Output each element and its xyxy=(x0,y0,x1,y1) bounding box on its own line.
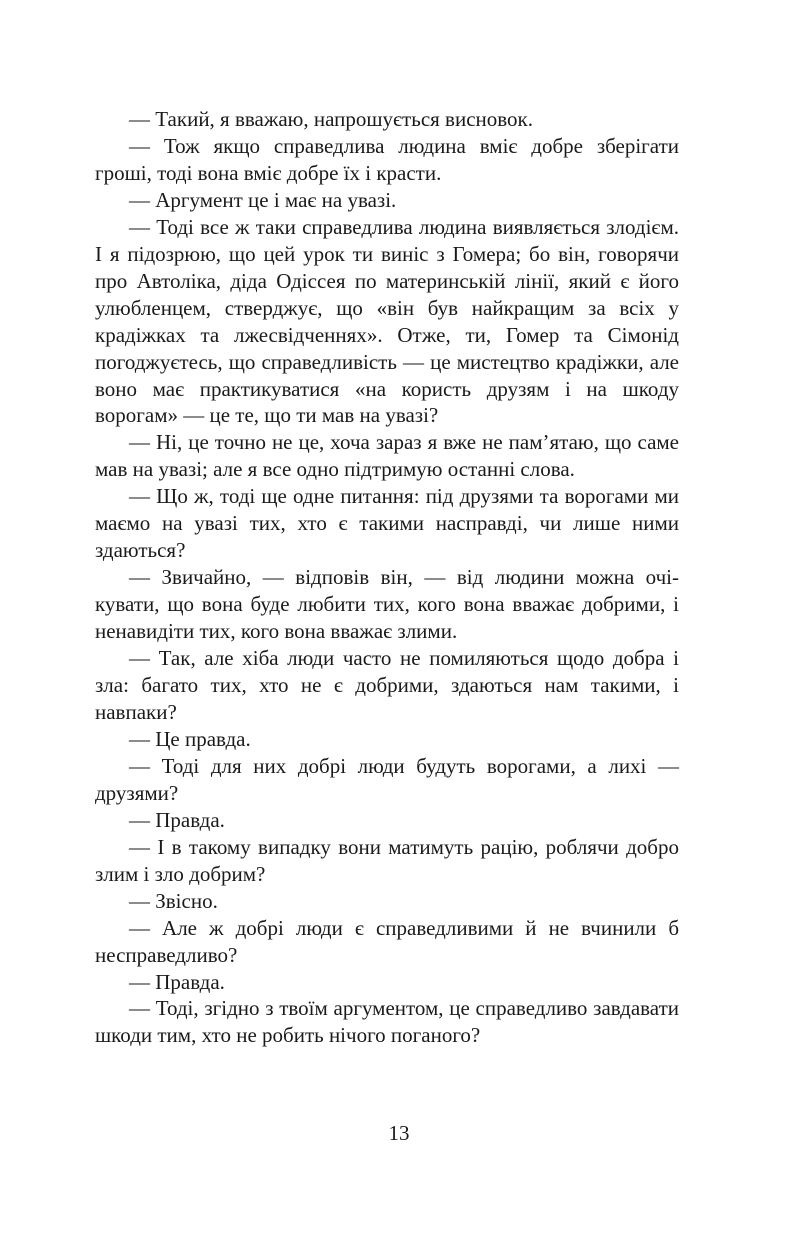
paragraph-3: — Аргумент це і має на увазі. xyxy=(129,187,397,212)
paragraph-9: — Це правда. xyxy=(129,726,251,751)
paragraph-13: — Звісно. xyxy=(129,888,218,913)
paragraph-1: — Такий, я вважаю, напрошується висновок. xyxy=(129,107,533,131)
paragraph-12: — І в такому випадку вони матимуть рацію, роблячи добро злим і зло добрим? xyxy=(95,834,679,886)
paragraph-4: — Тоді все ж таки справедлива людина виявляється злодієм. І я підозрюю, що цей урок ти виніс з Гомера; бо він, говорячи про Автоліка, діда Одіссея по материнській лінії, який є його улюбленцем, стверджує, що «він був найкращим за всіх у крадіжках та лжесвідченнях». Отже, ти, Гомер та Сімонід погоджуєтесь, що справедливість — це мистецтво крадіжки, але воно має практикуватися «на користь друзям і на шкоду ворогам» — це те, що ти мав на увазі? xyxy=(95,214,679,428)
paragraph-16: — Тоді, згідно з твоїм аргументом, це справедливо завдавати шкоди тим, хто не робить нічого поганого? xyxy=(95,996,679,1048)
paragraph-5: — Ні, це точно не це, хоча зараз я вже не пам’ятаю, що саме мав на увазі; але я все одно підтримую останні слова. xyxy=(95,430,679,482)
paragraph-6: — Що ж, тоді ще одне питання: під друзями та ворогами ми маємо на увазі тих, хто є такими насправді, чи лише ними здаються? xyxy=(95,484,679,563)
page-number: 13 xyxy=(388,1121,410,1145)
paragraph-2: — Тож якщо справедлива людина вміє добре зберігати гроші, тоді вона вміє добре їх і красти. xyxy=(95,133,679,185)
paragraph-10: — Тоді для них добрі люди будуть ворогами, а лихі — друзями? xyxy=(95,753,679,805)
paragraph-7: — Звичайно, — відповів він, — від людини можна очікувати, що вона буде любити тих, кого вона вважає добрими, і ненавидіти тих, кого вона вважає злими. xyxy=(95,565,679,644)
paragraph-14: — Але ж добрі люди є справедливими й не вчинили б несправедливо? xyxy=(95,915,679,967)
body-text xyxy=(95,106,679,1049)
paragraph-15: — Правда. xyxy=(129,969,225,994)
paragraph-8: — Так, але хіба люди часто не помиляються щодо добра і зла: багато тих, хто не є добрими, здаються нам такими, і навпаки? xyxy=(95,646,679,724)
paragraph-11: — Правда. xyxy=(129,807,225,832)
